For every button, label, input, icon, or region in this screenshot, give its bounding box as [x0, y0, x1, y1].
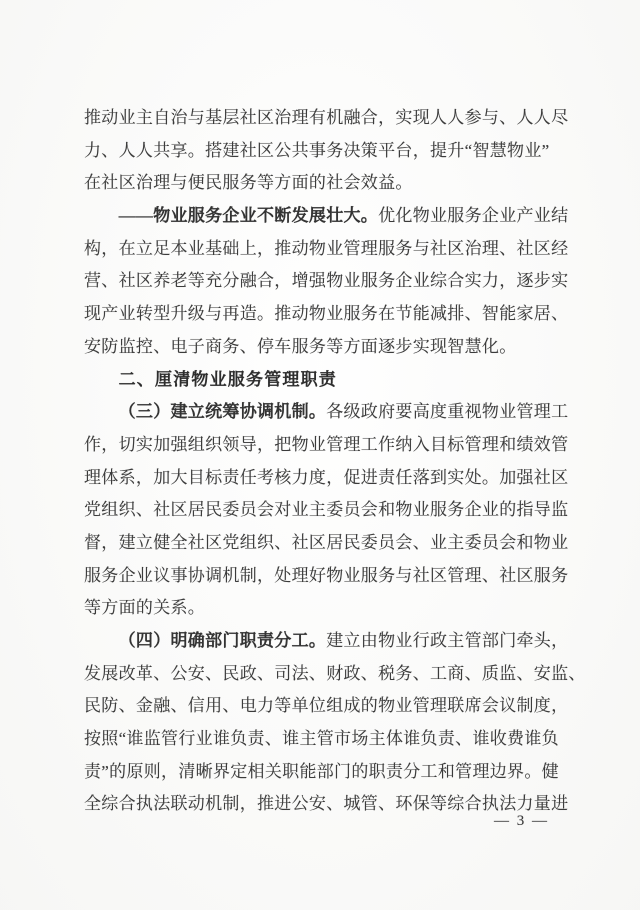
text-line: 全综合执法联动机制，推进公安、城管、环保等综合执法力量进 [84, 794, 569, 814]
paragraph-lead-in: （三）建立统筹协调机制。 [118, 402, 327, 422]
page-number: — 3 — [494, 813, 549, 829]
paragraph [84, 102, 568, 200]
text-line: （四）明确部门职责分工。建立由物业行政主管部门牵头， [118, 631, 569, 650]
text-line: 作，切实加强组织领导，把物业管理工作纳入目标管理和绩效管 [84, 434, 569, 454]
text-line: 党组织、社区居民委员会对业主委员会和物业服务企业的指导监 [84, 500, 569, 520]
paragraph-lead-in: （四）明确部门职责分工。 [118, 631, 327, 650]
text-line: 发展改革、公安、民政、司法、财政、税务、工商、质监、安监、 [84, 663, 586, 683]
text-line: 现产业转型升级与再造。推动物业服务在节能减排、智能家居、 [84, 304, 569, 324]
document-body [84, 102, 586, 821]
text-line: 安防监控、电子商务、停车服务等方面逐步实现智慧化。 [84, 336, 517, 356]
paragraph [84, 200, 568, 363]
text-line: 营、社区养老等充分融合，增强物业服务企业综合实力，逐步实 [84, 271, 569, 291]
text-line: 推动业主自治与基层社区治理有机融合，实现人人参与、人人尽 [84, 108, 569, 127]
text-line: 二、厘清物业服务管理职责 [118, 369, 337, 389]
text-line: 等方面的关系。 [84, 598, 206, 618]
section-heading [84, 364, 568, 397]
paragraph [84, 396, 568, 625]
text-line: （三）建立统筹协调机制。各级政府要高度重视物业管理工 [118, 402, 569, 422]
text-line: 力、人人共享。搭建社区公共事务决策平台，提升“智慧物业” [84, 140, 550, 160]
text-line: 在社区治理与便民服务等方面的社会效益。 [84, 173, 413, 193]
text-line: 服务企业议事协调机制，处理好物业服务与社区管理、社区服务 [84, 565, 569, 585]
text-line: 理体系，加大目标责任考核力度，促进责任落到实处。加强社区 [84, 467, 569, 487]
text-line: ——物业服务企业不断发展壮大。优化物业服务企业产业结 [118, 206, 569, 226]
paragraph [84, 625, 586, 821]
paragraph-lead-in: ——物业服务企业不断发展壮大。 [118, 206, 379, 226]
text-line: 督，建立健全社区党组织、社区居民委员会、业主委员会和物业 [84, 532, 569, 552]
text-line: 构，在立足本业基础上，推动物业管理服务与社区治理、社区经 [84, 238, 569, 258]
text-line: 按照“谁监管行业谁负责、谁主管市场主体谁负责、谁收费谁负 [84, 729, 559, 749]
text-line: 责”的原则，清晰界定相关职能部门的职责分工和管理边界。健 [84, 761, 559, 781]
text-line: 民防、金融、信用、电力等单位组成的物业管理联席会议制度， [84, 696, 569, 716]
